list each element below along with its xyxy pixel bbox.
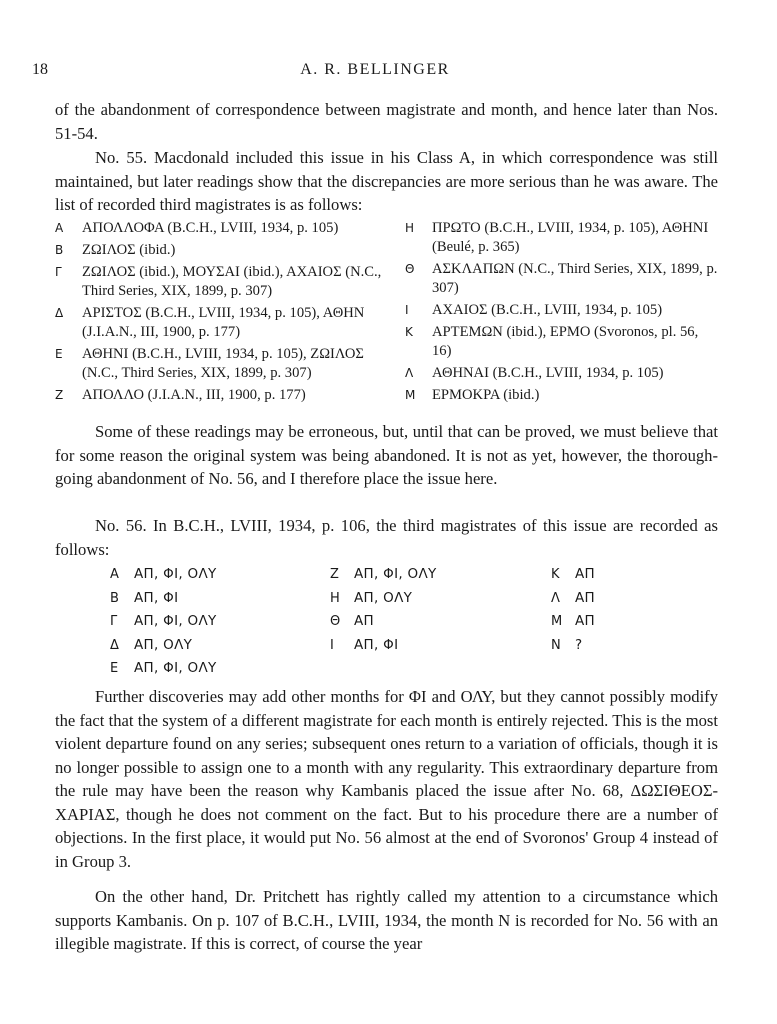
paragraph-2: No. 55. Macdonald included this issue in his Class A, in which correspondence was still maintained, but later readings show that the discrepancies are more serious than he was aware. The list of recorded third magistrates is as follows: xyxy=(55,148,718,214)
list-item: Ι ΑΧΑΙΟΣ (B.C.H., LVIII, 1934, p. 105) xyxy=(405,302,663,318)
paragraph-5: Further discoveries may add other months for ΦΙ and ΟΛΥ, but they cannot possibly modify the fact that the system of a different magistrate for each month is entirely rejected. This is the most violent departure found on any series; subsequent ones return to a variation of officials, though it is no longer possible to assign one to a month with any regularity. This extraordinary departure from the rule may have been the reason why Kambanis placed the issue after No. 68, ΔΩΣΙΘΕΟΣ-ΧΑΡΙΑΣ, though he does not comment on the fact. But to his procedure there are a number of objections. In the first place, it would put No. 56 almost at the end of Svoronos' Group 4 instead of in Group 3. xyxy=(55,687,718,871)
list-item: Λ ΑΘΗΝΑΙ (B.C.H., LVIII, 1934, p. 105) xyxy=(405,365,664,381)
grid-56-col-3 xyxy=(551,562,595,656)
list-item: Δ ΑΡΙΣΤΟΣ (B.C.H., LVIII, 1934, p. 105), ΑΘΗΝ (J.I.A.N., III, 1900, p. 177) xyxy=(55,305,365,340)
page-number: 18 xyxy=(32,61,48,78)
table-row: Ν ? xyxy=(551,636,583,653)
page-header xyxy=(32,61,718,83)
list-item: Η ΠΡΩΤΟ (B.C.H., LVIII, 1934, p. 105), ΑΘΗΝΙ (Beulé, p. 365) xyxy=(405,220,709,255)
list-55-left xyxy=(55,219,385,408)
table-row: Α ΑΠ, ΦΙ, ΟΛΥ xyxy=(110,566,217,582)
paragraph-6: On the other hand, Dr. Pritchett has rightly called my attention to a circumstance which supports Kambanis. On p. 107 of B.C.H., LVIII, 1934, the month Ν is recorded for No. 56 with an illegible magistrate. If this is correct, of course the year xyxy=(55,887,718,953)
list-item: Ζ ΑΠΟΛΛΟ (J.I.A.N., III, 1900, p. 177) xyxy=(55,387,306,403)
table-row: Η ΑΠ, ΟΛΥ xyxy=(330,589,413,606)
list-item: Β ΖΩΙΛΟΣ (ibid.) xyxy=(55,242,176,258)
table-row: Δ ΑΠ, ΟΛΥ xyxy=(110,636,193,653)
grid-56-col-1 xyxy=(110,562,217,680)
paragraph-3: Some of these readings may be erroneous, but, until that can be proved, we must believe that for some reason the original system was being abandoned. It is not as yet, however, the thorough-going abandonment of No. 56, and I therefore place the issue here. xyxy=(55,422,718,488)
table-row: Γ ΑΠ, ΦΙ, ΟΛΥ xyxy=(110,613,217,629)
table-row: Ζ ΑΠ, ΦΙ, ΟΛΥ xyxy=(330,566,437,582)
table-row: Ι ΑΠ, ΦΙ xyxy=(330,636,399,653)
table-row: Θ ΑΠ xyxy=(330,613,374,629)
table-row: Ε ΑΠ, ΦΙ, ΟΛΥ xyxy=(110,660,217,676)
table-row: Κ ΑΠ xyxy=(551,566,595,582)
table-row: Β ΑΠ, ΦΙ xyxy=(110,589,179,606)
table-row: Λ ΑΠ xyxy=(551,589,595,606)
paragraph-4: No. 56. In B.C.H., LVIII, 1934, p. 106, the third magistrates of this issue are recorded as follows: xyxy=(55,516,718,559)
grid-56-col-2 xyxy=(330,562,437,656)
list-item: Α ΑΠΟΛΛΟΦΑ (B.C.H., LVIII, 1934, p. 105) xyxy=(55,220,339,236)
list-item: Μ ΕΡΜΟΚΡΑ (ibid.) xyxy=(405,387,540,403)
list-item: Ε ΑΘΗΝΙ (B.C.H., LVIII, 1934, p. 105), ΖΩΙΛΟΣ (N.C., Third Series, XIX, 1899, p. 307) xyxy=(55,346,364,381)
table-row: Μ ΑΠ xyxy=(551,613,595,629)
paragraph-1: of the abandonment of correspondence between magistrate and month, and hence later than Nos. 51-54. xyxy=(55,100,718,143)
list-item: Κ ΑΡΤΕΜΩΝ (ibid.), ΕΡΜΟ (Svoronos, pl. 56, 16) xyxy=(405,324,699,359)
list-item: Γ ΖΩΙΛΟΣ (ibid.), ΜΟΥΣΑΙ (ibid.), ΑΧΑΙΟΣ (N.C., Third Series, XIX, 1899, p. 307) xyxy=(55,264,382,299)
running-head: A. R. BELLINGER xyxy=(300,61,450,78)
list-55-right xyxy=(405,219,718,408)
list-item: Θ ΑΣΚΛΑΠΩΝ (N.C., Third Series, XIX, 1899, p. 307) xyxy=(405,261,718,296)
